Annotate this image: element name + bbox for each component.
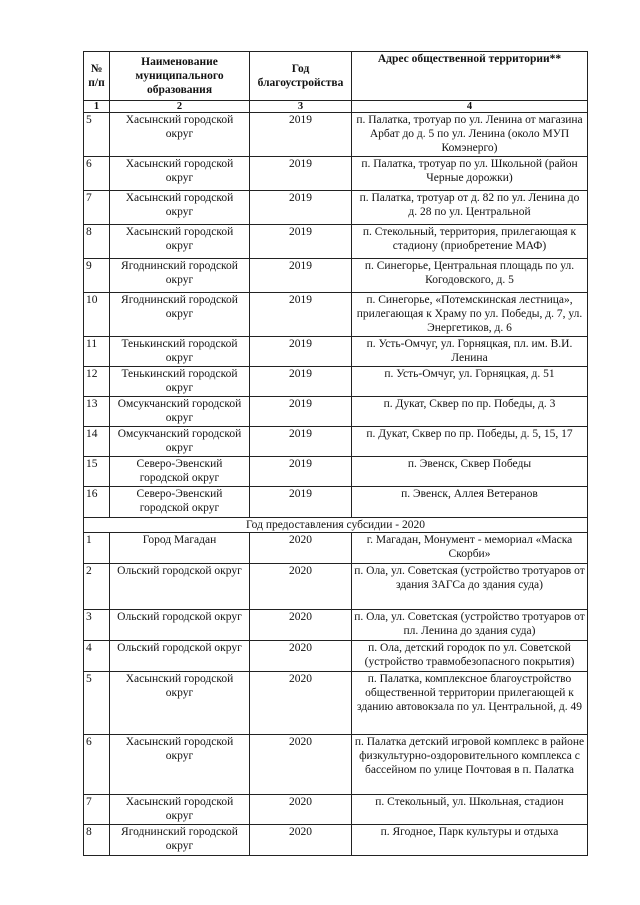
territory-address: п. Ола, ул. Советская (устройство тротуаров от пл. Ленина до здания суда): [352, 610, 588, 641]
territory-address: п. Палатка, тротуар по ул. Школьной (район Черные дорожки): [352, 157, 588, 191]
improvement-year: 2019: [250, 293, 352, 337]
column-number: 2: [110, 101, 250, 113]
table-row: [84, 367, 588, 397]
column-number: 4: [352, 101, 588, 113]
table-row: [84, 457, 588, 487]
rows-2019: [84, 113, 588, 518]
section-title: Год предоставления субсидии - 2020: [84, 518, 588, 533]
improvement-year: 2020: [250, 533, 352, 564]
table-row: [84, 113, 588, 157]
territory-address: п. Эвенск, Сквер Победы: [352, 457, 588, 487]
municipality-name: Ольский городской округ: [110, 641, 250, 672]
row-number: 4: [84, 641, 110, 672]
municipality-name: Тенькинский городской округ: [110, 337, 250, 367]
row-number: 12: [84, 367, 110, 397]
row-number: 6: [84, 735, 110, 795]
municipality-name: Омсукчанский городской округ: [110, 427, 250, 457]
table-row: [84, 610, 588, 641]
territory-address: п. Усть-Омчуг, ул. Горняцкая, д. 51: [352, 367, 588, 397]
improvement-year: 2019: [250, 191, 352, 225]
row-number: 14: [84, 427, 110, 457]
table-row: [84, 157, 588, 191]
row-number: 8: [84, 225, 110, 259]
improvement-year: 2019: [250, 259, 352, 293]
row-number: 7: [84, 191, 110, 225]
table-row: [84, 533, 588, 564]
rows-2020: [84, 533, 588, 856]
municipality-name: Северо-Эвенский городской округ: [110, 487, 250, 518]
territory-address: п. Стекольный, ул. Школьная, стадион: [352, 795, 588, 825]
municipality-name: Ольский городской округ: [110, 610, 250, 641]
row-number: 3: [84, 610, 110, 641]
header-municipality: Наименование муниципального образования: [110, 52, 250, 101]
table-row: [84, 293, 588, 337]
territory-address: п. Палатка, комплексное благоустройство общественной территории прилегающей к зданию автовокзала по ул. Центральной, д. 49: [352, 672, 588, 735]
improvement-year: 2020: [250, 610, 352, 641]
column-number: 3: [250, 101, 352, 113]
row-number: 2: [84, 564, 110, 610]
territory-address: п. Палатка, тротуар от д. 82 по ул. Ленина до д. 28 по ул. Центральной: [352, 191, 588, 225]
table-row: [84, 825, 588, 856]
improvement-year: 2019: [250, 157, 352, 191]
column-number: 1: [84, 101, 110, 113]
territories-table: [83, 51, 588, 856]
improvement-year: 2020: [250, 735, 352, 795]
territory-address: п. Ола, ул. Советская (устройство тротуаров от здания ЗАГСа до здания суда): [352, 564, 588, 610]
municipality-name: Тенькинский городской округ: [110, 367, 250, 397]
header-year: Год благоустройства: [250, 52, 352, 101]
improvement-year: 2019: [250, 457, 352, 487]
table-row: [84, 672, 588, 735]
municipality-name: Ягоднинский городской округ: [110, 825, 250, 856]
row-number: 13: [84, 397, 110, 427]
row-number: 9: [84, 259, 110, 293]
municipality-name: Хасынский городской округ: [110, 795, 250, 825]
municipality-name: Ольский городской округ: [110, 564, 250, 610]
row-number: 16: [84, 487, 110, 518]
row-number: 15: [84, 457, 110, 487]
improvement-year: 2019: [250, 367, 352, 397]
table-row: [84, 259, 588, 293]
municipality-name: Северо-Эвенский городской округ: [110, 457, 250, 487]
territory-address: г. Магадан, Монумент - мемориал «Маска Скорби»: [352, 533, 588, 564]
improvement-year: 2019: [250, 337, 352, 367]
table-row: [84, 641, 588, 672]
municipality-name: Хасынский городской округ: [110, 113, 250, 157]
territory-address: п. Синегорье, Центральная площадь по ул. Когодовского, д. 5: [352, 259, 588, 293]
header-row: [84, 52, 588, 101]
table-row: [84, 564, 588, 610]
municipality-name: Город Магадан: [110, 533, 250, 564]
table-row: [84, 735, 588, 795]
municipality-name: Ягоднинский городской округ: [110, 293, 250, 337]
row-number: 6: [84, 157, 110, 191]
municipality-name: Ягоднинский городской округ: [110, 259, 250, 293]
territory-address: п. Ягодное, Парк культуры и отдыха: [352, 825, 588, 856]
territory-address: п. Стекольный, территория, прилегающая к стадиону (приобретение МАФ): [352, 225, 588, 259]
territory-address: п. Палатка детский игровой комплекс в районе физкультурно-оздоровительного комплекса с бассейном по улице Почтовая в п. Палатка: [352, 735, 588, 795]
table-row: [84, 191, 588, 225]
territory-address: п. Усть-Омчуг, ул. Горняцкая, пл. им. В.И. Ленина: [352, 337, 588, 367]
improvement-year: 2019: [250, 113, 352, 157]
header-num: № п/п: [84, 52, 110, 101]
improvement-year: 2019: [250, 427, 352, 457]
column-numbers-row: [84, 101, 588, 113]
municipality-name: Хасынский городской округ: [110, 225, 250, 259]
table-row: [84, 427, 588, 457]
territory-address: п. Ола, детский городок по ул. Советской (устройство травмобезопасного покрытия): [352, 641, 588, 672]
territory-address: п. Палатка, тротуар по ул. Ленина от магазина Арбат до д. 5 по ул. Ленина (около МУП Комэнерго): [352, 113, 588, 157]
table-row: [84, 795, 588, 825]
improvement-year: 2020: [250, 641, 352, 672]
row-number: 11: [84, 337, 110, 367]
municipality-name: Хасынский городской округ: [110, 735, 250, 795]
row-number: 8: [84, 825, 110, 856]
row-number: 1: [84, 533, 110, 564]
municipality-name: Хасынский городской округ: [110, 191, 250, 225]
section-row: [84, 518, 588, 533]
improvement-year: 2019: [250, 397, 352, 427]
improvement-year: 2020: [250, 564, 352, 610]
table-row: [84, 225, 588, 259]
section-2020: [84, 518, 588, 533]
row-number: 10: [84, 293, 110, 337]
territory-address: п. Эвенск, Аллея Ветеранов: [352, 487, 588, 518]
table-row: [84, 397, 588, 427]
row-number: 5: [84, 113, 110, 157]
table-row: [84, 337, 588, 367]
table-row: [84, 487, 588, 518]
improvement-year: 2020: [250, 672, 352, 735]
header-address: Адрес общественной территории**: [352, 52, 588, 101]
row-number: 5: [84, 672, 110, 735]
territory-address: п. Синегорье, «Потемскинская лестница», прилегающая к Храму по ул. Победы, д. 7, ул. Энергетиков, д. 6: [352, 293, 588, 337]
municipality-name: Омсукчанский городской округ: [110, 397, 250, 427]
improvement-year: 2020: [250, 825, 352, 856]
territory-address: п. Дукат, Сквер по пр. Победы, д. 3: [352, 397, 588, 427]
improvement-year: 2020: [250, 795, 352, 825]
municipality-name: Хасынский городской округ: [110, 672, 250, 735]
municipality-name: Хасынский городской округ: [110, 157, 250, 191]
row-number: 7: [84, 795, 110, 825]
improvement-year: 2019: [250, 487, 352, 518]
territory-address: п. Дукат, Сквер по пр. Победы, д. 5, 15, 17: [352, 427, 588, 457]
improvement-year: 2019: [250, 225, 352, 259]
